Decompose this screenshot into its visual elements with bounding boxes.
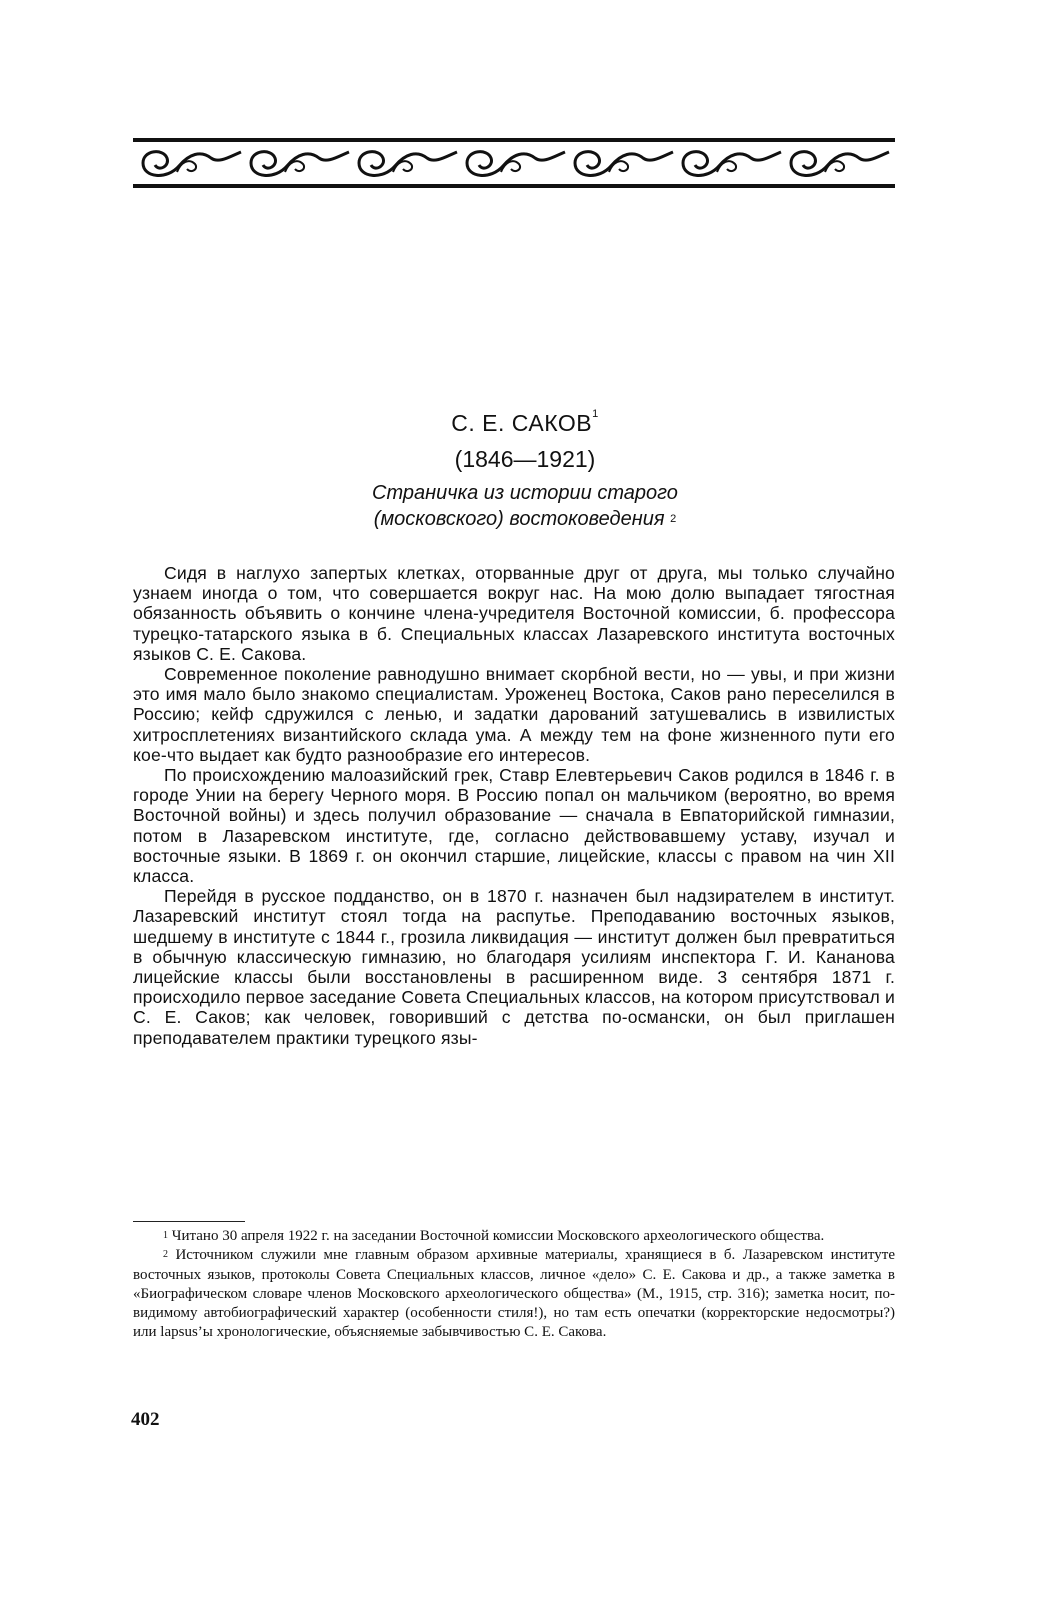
footnote-text: Источником служили мне главным образом архивные материалы, хранящиеся в б. Лазаревском институте восточных языков, протоколы Совета Специальных классов, личное «дело» С. Е. Сакова и др., а также заметка в «Биографическом словаре членов Московского археологического общества» (М., 1915, стр. 316); заметка носит, по-видимому автобиографический характер (особенности стиля!), но там есть опечатки (корректорские недосмотры?) или lapsus’ы хронологические, объясняемые забывчивостью С. Е. Сакова.: [133, 1247, 896, 1341]
footnote: [133, 1227, 895, 1246]
subtitle-line-1: Страничка из истории старого: [372, 482, 678, 504]
footnote-separator: [133, 1221, 245, 1222]
footnotes: [133, 1227, 895, 1343]
article-title-text: С. Е. САКОВ: [451, 410, 593, 436]
life-dates: (1846—1921): [454, 446, 596, 472]
footnote-text: Читано 30 апреля 1922 г. на заседании Восточной комиссии Московского археологического общества.: [171, 1228, 825, 1244]
subtitle-line-2: [0, 506, 1050, 532]
body-paragraph: Перейдя в русское подданство, он в 1870 г. назначен был надзирателем в институт. Лазаревский институт стоял тогда на распутье. Преподаванию восточных языков, шедшему в институте с 1844 г., грозила ликвидация — институт должен был превратиться в обычную классическую гимназию, но благодаря усилиям инспектора Г. И. Кананова лицейские классы были восстановлены в расширенном виде. 3 сентября 1871 г. происходило первое заседание Совета Специальных классов, на котором присутствовал и С. Е. Саков; как человек, говоривший с детства по-османски, он был приглашен преподавателем практики турецкого язы-: [133, 886, 895, 1048]
footnote: [133, 1246, 895, 1342]
article-subtitle: [0, 480, 1050, 532]
article-title: [0, 410, 1050, 437]
page-number: 402: [131, 1409, 160, 1430]
footnote-number: 1: [163, 1230, 168, 1241]
article-body: [133, 563, 895, 1048]
body-paragraph: По происхождению малоазийский грек, Ставр Елевтерьевич Саков родился в 1846 г. в городе Унии на берегу Черного моря. В Россию попал он мальчиком (вероятно, во время Восточной войны) и здесь получил образование — сначала в Евпаторийской гимназии, потом в Лазаревском институте, где, согласно действовавшему уставу, изучал и восточные языки. В 1869 г. он окончил старшие, лицейские, классы с правом на чин XII класса.: [133, 765, 895, 887]
body-paragraph: Современное поколение равнодушно внимает скорбной вести, но — увы, и при жизни это имя мало было знакомо специалистам. Уроженец Востока, Саков рано переселился в Россию; кейф сдружился с ленью, и задатки дарований затушевались в извилистых хитросплетениях византийского склада ума. А между тем на фоне жизненного пути его кое-что выдает как будто разнообразие его интересов.: [133, 664, 895, 765]
ornamental-header-band: [133, 136, 895, 192]
subtitle-line-2-text: (московского) востоковедения: [373, 508, 665, 530]
body-paragraph: Сидя в наглухо запертых клетках, оторванные друг от друга, мы только случайно узнаем иногда о том, что совершается вокруг нас. На мою долю выпадает тягостная обязанность объявить о кончине члена-учредителя Восточной комиссии, б. профессора турецко-татарского языка в б. Специальных классах Лазаревского института восточных языков С. Е. Сакова.: [133, 563, 895, 664]
title-footnote-mark: 1: [592, 408, 599, 420]
subtitle-footnote-mark: 2: [670, 513, 677, 525]
footnote-number: 2: [163, 1249, 168, 1261]
